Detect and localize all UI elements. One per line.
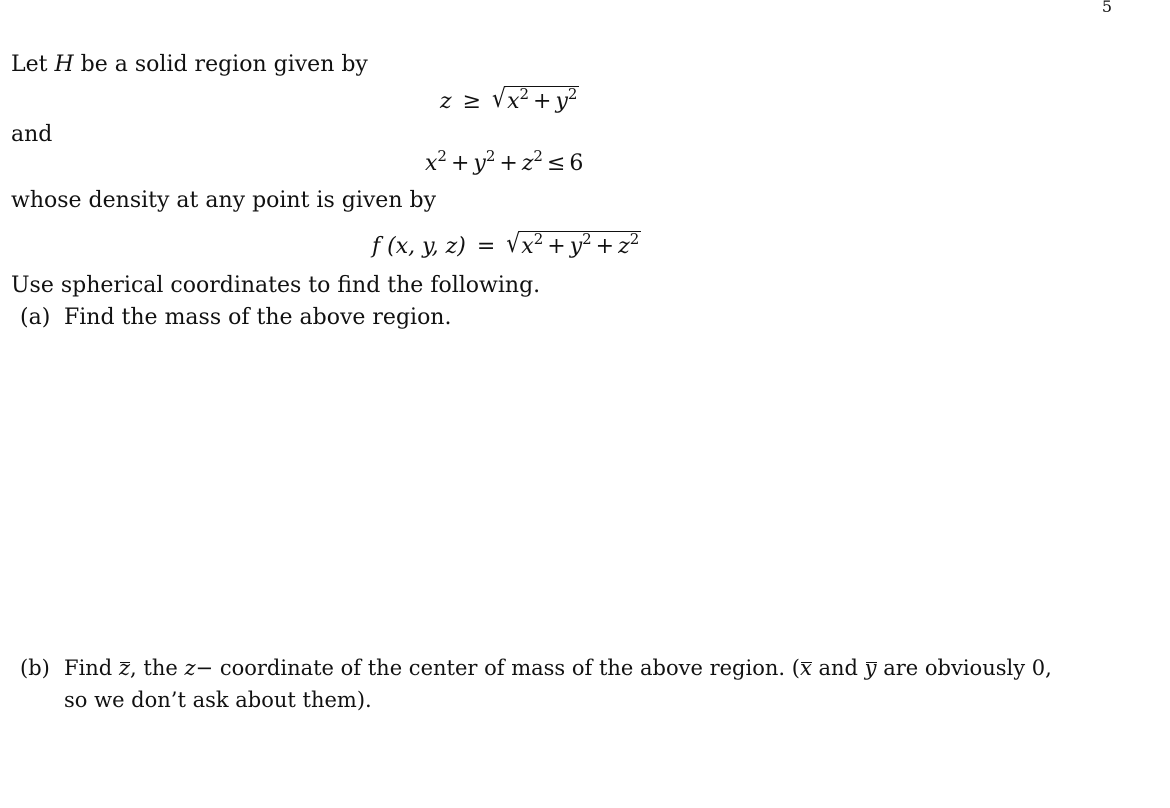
density-f: f	[372, 234, 381, 259]
part-a-text: Find the mass of the above region.	[64, 305, 452, 330]
ineq1-radicand: $x^2 + y^2$	[507, 85, 578, 114]
ybar-symbol: y	[864, 656, 877, 680]
part-a	[20, 307, 451, 329]
and-text: and	[11, 122, 53, 147]
sqrt-icon: √	[492, 84, 507, 115]
intro-rest: be a solid region given by	[80, 52, 368, 77]
part-a-label: (a)	[20, 305, 51, 330]
ineq1-lhs: z	[440, 89, 452, 114]
density-function	[372, 231, 641, 258]
part-b-line2: so we don’t ask about them).	[64, 688, 372, 712]
density-eq: =	[476, 234, 496, 259]
instruction: Use spherical coordinates to find the following.	[11, 273, 541, 298]
inequality-cone	[440, 86, 579, 113]
density-args: (x, y, z)	[387, 234, 466, 259]
part-b-line1: (b) Find z, the z− coordinate of the center of mass of the above region. (x and y are obviously 0,	[20, 656, 1052, 680]
zbar-symbol: z	[118, 656, 131, 680]
part-b-label: (b)	[20, 656, 50, 680]
page-number: 5	[1101, 0, 1112, 16]
ineq1-op: ≥	[462, 89, 482, 114]
density-sqrt	[506, 231, 641, 258]
xbar-symbol: x	[799, 656, 812, 680]
intro-line	[11, 54, 368, 76]
density-radicand: $x^2 + y^2 + z^2$	[521, 230, 640, 259]
intro-let: Let	[11, 52, 48, 77]
z-symbol: z	[184, 656, 196, 680]
ineq1-sqrt	[492, 86, 579, 113]
density-intro: whose density at any point is given by	[11, 188, 436, 213]
inequality-sphere: $x^2 + y^2 + z^2 \le 6$	[425, 147, 584, 176]
sqrt-icon: √	[506, 229, 521, 260]
H-symbol: H	[54, 52, 74, 77]
